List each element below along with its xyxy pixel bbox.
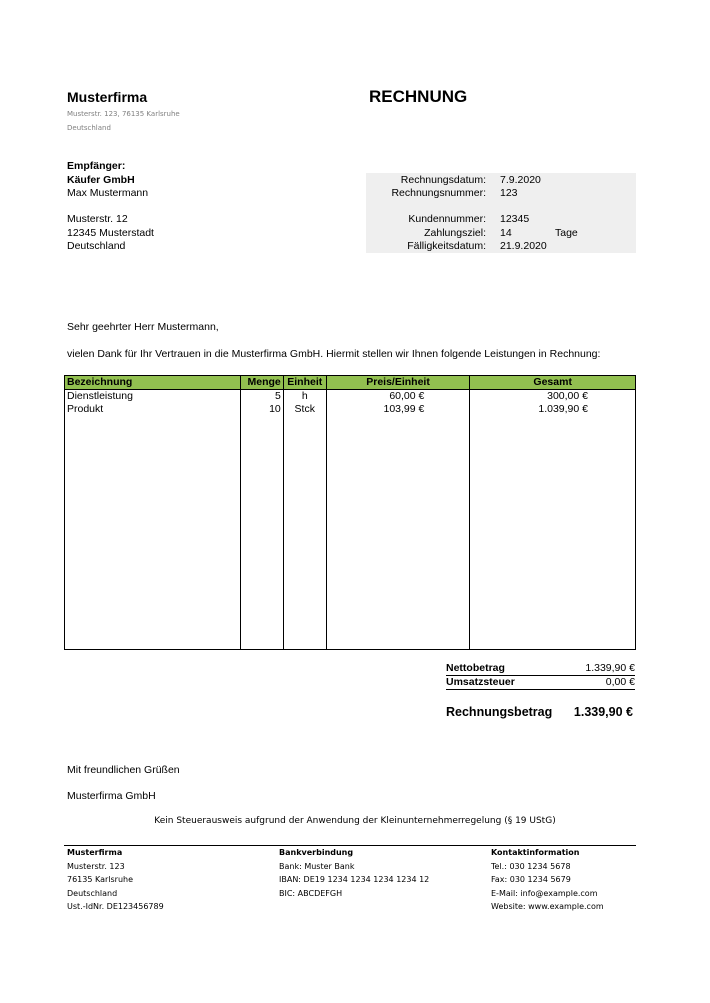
cell-menge: 10: [240, 403, 283, 416]
cell-menge: 5: [240, 390, 283, 404]
meta-customer-label: Kundennummer:: [408, 213, 486, 225]
intro-text: vielen Dank für Ihr Vertrauen in die Musterfirma GmbH. Hiermit stellen wir Ihnen folgende Leistungen in Rechnung:: [67, 348, 601, 360]
footer-contact-line[interactable]: E-Mail: info@example.com: [491, 888, 598, 898]
meta-due-row: [366, 240, 636, 254]
footer-bank-heading: Bankverbindung: [279, 848, 354, 857]
col-header-einheit: Einheit: [283, 376, 326, 390]
footer-company-line: Ust.-IdNr. DE123456789: [67, 902, 164, 911]
table-header-row: [65, 376, 636, 390]
meta-number-value: 123: [500, 187, 518, 199]
footer-contact-line: Tel.: 030 1234 5678: [491, 861, 571, 871]
net-value: 1.339,90 €: [585, 662, 635, 674]
cell-einheit: Stck: [283, 403, 326, 416]
cell-preis: 60,00 €: [326, 390, 470, 404]
meta-date-label: Rechnungsdatum:: [400, 174, 486, 186]
tax-label: Umsatzsteuer: [446, 676, 515, 688]
tax-note: Kein Steuerausweis aufgrund der Anwendung der Kleinunternehmerregelung (§ 19 UStG): [154, 816, 556, 826]
meta-customer-value: 12345: [500, 213, 530, 225]
tax-row: [446, 676, 635, 688]
filler-cell: [470, 416, 636, 650]
company-name: Musterfirma: [67, 89, 148, 105]
invoice-title: RECHNUNG: [369, 87, 468, 106]
meta-number-label: Rechnungsnummer:: [391, 187, 486, 199]
cell-bezeichnung: Produkt: [65, 403, 241, 416]
col-header-bezeichnung: Bezeichnung: [65, 376, 241, 390]
footer-bank-line: BIC: ABCDEFGH: [279, 888, 343, 898]
greeting: Sehr geehrter Herr Mustermann,: [67, 321, 219, 333]
invoice-total-row: [446, 705, 635, 719]
footer-bank-line: Bank: Muster Bank: [279, 861, 355, 871]
footer-contact-line[interactable]: Website: www.example.com: [491, 902, 604, 911]
table-filler-row: [65, 416, 636, 650]
signature: Musterfirma GmbH: [67, 790, 156, 802]
meta-due-label: Fälligkeitsdatum:: [407, 240, 486, 252]
table-row: [65, 403, 636, 416]
cell-bezeichnung: Dienstleistung: [65, 390, 241, 404]
recipient-company: Käufer GmbH: [67, 174, 135, 186]
footer-contact: [491, 846, 604, 914]
recipient-label: Empfänger:: [67, 160, 126, 172]
items-table: [64, 375, 636, 650]
net-amount-row: [446, 662, 635, 674]
sender-country: Deutschland: [67, 124, 111, 132]
total-value: 1.339,90 €: [573, 705, 633, 719]
recipient-city: 12345 Musterstadt: [67, 227, 154, 239]
meta-terms-value: 14: [500, 227, 512, 239]
meta-due-value: 21.9.2020: [500, 240, 547, 252]
footer-bank: [279, 846, 429, 900]
filler-cell: [326, 416, 470, 650]
net-label: Nettobetrag: [446, 662, 505, 674]
footer-contact-line: Fax: 030 1234 5679: [491, 875, 571, 884]
sender-address: Musterstr. 123, 76135 Karlsruhe: [67, 110, 180, 118]
closing: Mit freundlichen Grüßen: [67, 764, 180, 776]
footer-company-line: Deutschland: [67, 888, 118, 898]
table-row: [65, 390, 636, 404]
footer-company: [67, 846, 164, 914]
footer-company-heading: Musterfirma: [67, 848, 123, 857]
filler-cell: [65, 416, 241, 650]
meta-number-row: [366, 187, 636, 201]
filler-cell: [283, 416, 326, 650]
cell-preis: 103,99 €: [326, 403, 470, 416]
tax-divider: [446, 689, 635, 690]
footer-company-line: 76135 Karlsruhe: [67, 875, 134, 884]
footer-company-line: Musterstr. 123: [67, 861, 125, 871]
total-label: Rechnungsbetrag: [446, 705, 553, 719]
col-header-preis: Preis/Einheit: [326, 376, 470, 390]
cell-gesamt: 300,00 €: [470, 390, 636, 404]
cell-einheit: h: [283, 390, 326, 404]
meta-terms-unit: Tage: [555, 227, 578, 239]
meta-date-value: 7.9.2020: [500, 174, 541, 186]
footer-bank-line: IBAN: DE19 1234 1234 1234 1234 12: [279, 875, 430, 884]
meta-date-row: [366, 174, 636, 188]
footer-contact-heading: Kontaktinformation: [491, 848, 580, 857]
col-header-gesamt: Gesamt: [470, 376, 636, 390]
filler-cell: [240, 416, 283, 650]
meta-terms-label: Zahlungsziel:: [424, 227, 486, 239]
meta-customer-row: [366, 213, 636, 227]
col-header-menge: Menge: [240, 376, 283, 390]
recipient-country: Deutschland: [67, 240, 126, 252]
tax-value: 0,00 €: [605, 676, 635, 688]
recipient-street: Musterstr. 12: [67, 213, 128, 225]
meta-terms-row: [366, 227, 636, 241]
recipient-name: Max Mustermann: [67, 187, 149, 199]
cell-gesamt: 1.039,90 €: [470, 403, 636, 416]
